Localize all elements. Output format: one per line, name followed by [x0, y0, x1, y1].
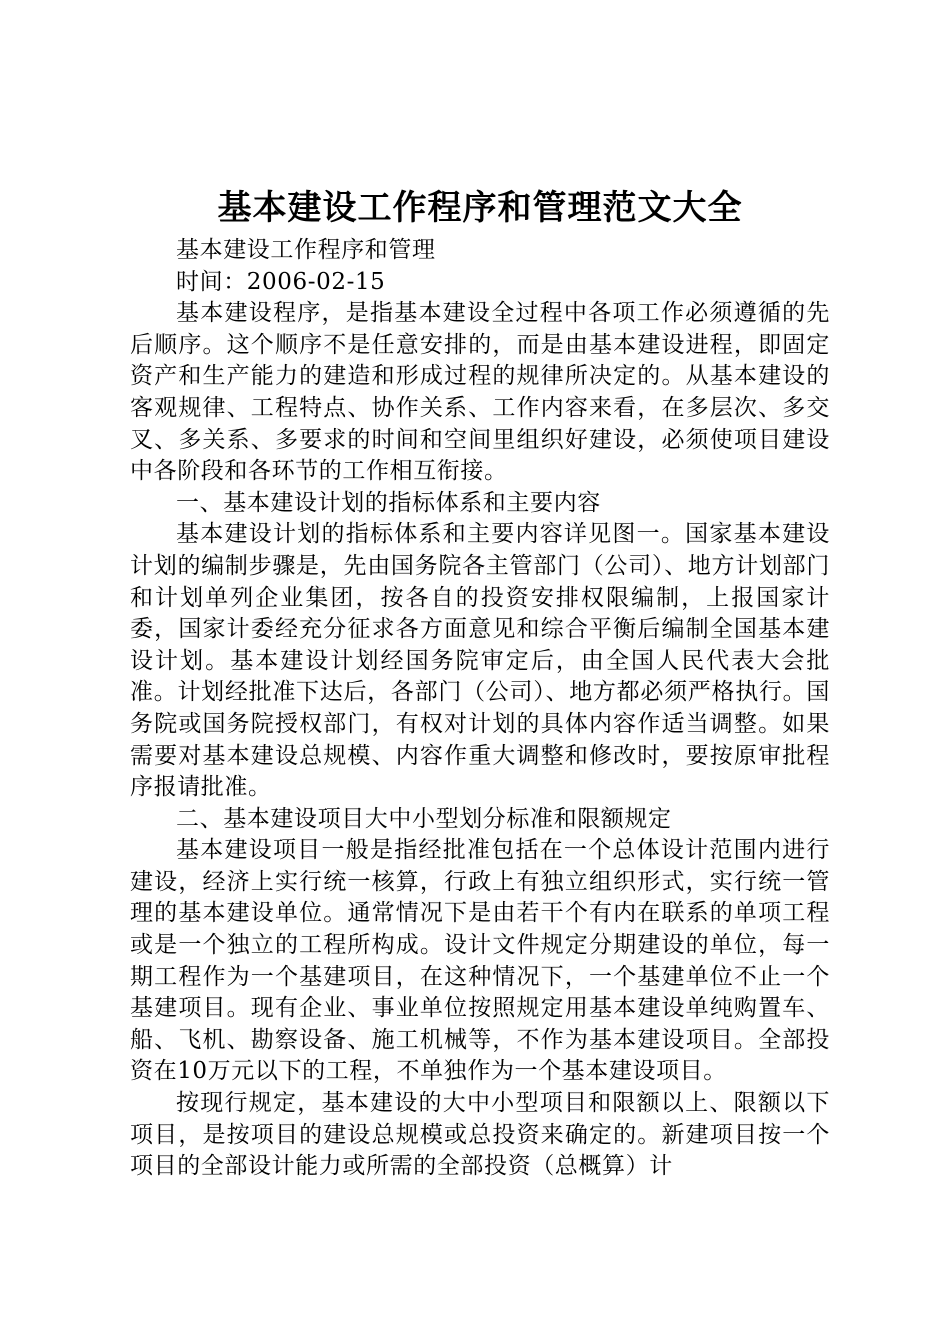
- document-page: [130, 185, 830, 1183]
- body-paragraph: 基本建设计划的指标体系和主要内容详见图一。国家基本建设计划的编制步骤是，先由国务院各主管部门（公司）、地方计划部门和计划单列企业集团，按各自的投资安排权限编制，上报国家计委，国家计委经充分征求各方面意见和综合平衡后编制全国基本建设计划。基本建设计划经国务院审定后，由全国人民代表大会批准。计划经批准下达后，各部门（公司）、地方都必须严格执行。国务院或国务院授权部门，有权对计划的具体内容作适当调整。如果需要对基本建设总规模、内容作重大调整和修改时，要按原审批程序报请批准。: [130, 521, 830, 801]
- body-paragraph: 基本建设程序，是指基本建设全过程中各项工作必须遵循的先后顺序。这个顺序不是任意安排的，而是由基本建设进程，即固定资产和生产能力的建造和形成过程的规律所决定的。从基本建设的客观规律、工程特点、协作关系、工作内容来看，在多层次、多交叉、多关系、多要求的时间和空间里组织好建设，必须使项目建设中各阶段和各环节的工作相互衔接。: [130, 300, 830, 485]
- section-heading: 二、基本建设项目大中小型划分标准和限额规定: [176, 805, 672, 832]
- subtitle-paragraph: 基本建设工作程序和管理: [176, 237, 436, 263]
- date-paragraph: 时间：2006-02-15: [176, 268, 386, 295]
- body-paragraph: 基本建设项目一般是指经批准包括在一个总体设计范围内进行建设，经济上实行统一核算，行政上有独立组织形式，实行统一管理的基本建设单位。通常情况下是由若干个有内在联系的单项工程或是一个独立的工程所构成。设计文件规定分期建设的单位，每一期工程作为一个基建项目，在这种情况下，一个基建单位不止一个基建项目。现有企业、事业单位按照规定用基本建设单纯购置车、船、飞机、勘察设备、施工机械等，不作为基本建设项目。全部投资在10万元以下的工程，不单独作为一个基本建设项目。: [130, 837, 830, 1085]
- body-paragraph: 按现行规定，基本建设的大中小型项目和限额以上、限额以下项目，是按项目的建设总规模或总投资来确定的。新建项目按一个项目的全部设计能力或所需的全部投资（总概算）计: [130, 1090, 830, 1180]
- section-heading: 一、基本建设计划的指标体系和主要内容: [176, 489, 601, 516]
- document-title: 基本建设工作程序和管理范文大全: [217, 188, 743, 228]
